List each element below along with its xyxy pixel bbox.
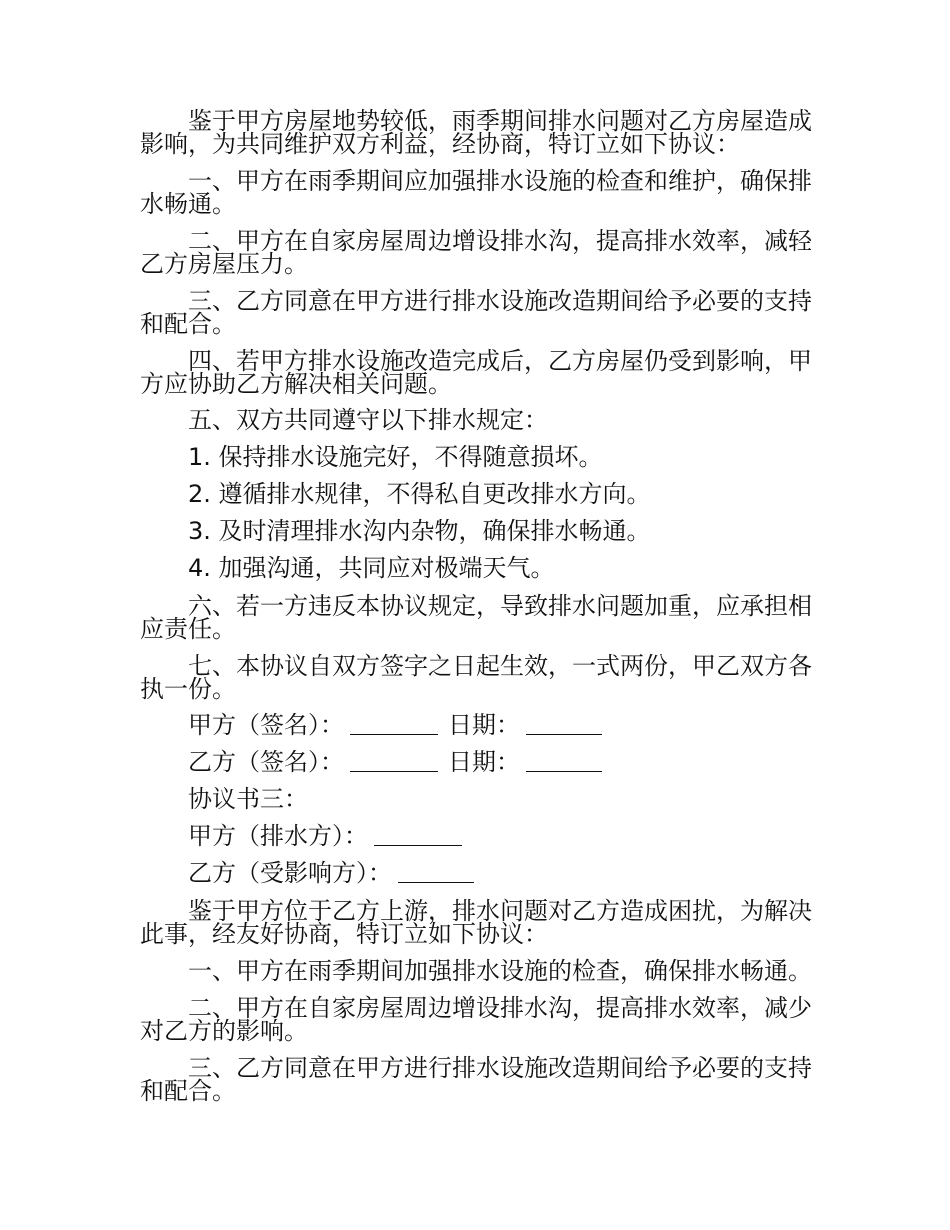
party-b-signature-blank[interactable] [350, 749, 438, 772]
section-3-intro-paragraph: 鉴于甲方位于乙方上游，排水问题对乙方造成困扰，为解决此事，经友好协商，特订立如下协议： [140, 897, 812, 948]
party-b-date-blank[interactable] [526, 749, 602, 772]
party-b-affected-label: 乙方（受影响方）： [188, 859, 392, 887]
clause-5-paragraph: 五、双方共同遵守以下排水规定： [188, 406, 548, 434]
party-a-date-label: 日期： [448, 711, 520, 739]
clause-4-paragraph: 四、若甲方排水设施改造完成后，乙方房屋仍受到影响，甲方应协助乙方解决相关问题。 [140, 347, 812, 398]
party-b-affected-blank[interactable] [398, 860, 474, 883]
party-b-signature-label: 乙方（签名）： [188, 748, 344, 776]
party-b-date-label: 日期： [448, 748, 520, 776]
rule-1-item: 1. 保持排水设施完好，不得随意损坏。 [188, 443, 603, 471]
party-a-date-blank[interactable] [526, 712, 602, 735]
rule-3-item: 3. 及时清理排水沟内杂物，确保排水畅通。 [188, 517, 651, 545]
document-page [140, 102, 812, 1109]
party-a-drainage-label: 甲方（排水方）： [188, 822, 368, 850]
clause-2-paragraph: 二、甲方在自家房屋周边增设排水沟，提高排水效率，减轻乙方房屋压力。 [140, 227, 812, 278]
agreement-intro-paragraph: 鉴于甲方房屋地势较低，雨季期间排水问题对乙方房屋造成影响，为共同维护双方利益，经协商，特订立如下协议： [140, 107, 812, 158]
rule-4-item: 4. 加强沟通，共同应对极端天气。 [188, 554, 555, 582]
section-3-title: 协议书三： [188, 785, 308, 813]
section-3-clause-2-paragraph: 二、甲方在自家房屋周边增设排水沟，提高排水效率，减少对乙方的影响。 [140, 994, 812, 1045]
party-a-drainage-blank[interactable] [374, 823, 462, 846]
party-b-signature-line [140, 744, 812, 781]
party-a-drainage-line [140, 818, 812, 855]
party-a-signature-blank[interactable] [350, 712, 438, 735]
party-a-signature-label: 甲方（签名）： [188, 711, 344, 739]
clause-3-paragraph: 三、乙方同意在甲方进行排水设施改造期间给予必要的支持和配合。 [140, 287, 812, 338]
clause-7-paragraph: 七、本协议自双方签字之日起生效，一式两份，甲乙双方各执一份。 [140, 652, 812, 703]
section-3-clause-3-paragraph: 三、乙方同意在甲方进行排水设施改造期间给予必要的支持和配合。 [140, 1054, 812, 1105]
section-3-clause-1-paragraph: 一、甲方在雨季期间加强排水设施的检查，确保排水畅通。 [188, 957, 812, 985]
party-a-signature-line [140, 707, 812, 744]
party-b-affected-line [140, 855, 812, 892]
clause-6-paragraph: 六、若一方违反本协议规定，导致排水问题加重，应承担相应责任。 [140, 592, 812, 643]
clause-1-paragraph: 一、甲方在雨季期间应加强排水设施的检查和维护，确保排水畅通。 [140, 167, 812, 218]
rule-2-item: 2. 遵循排水规律，不得私自更改排水方向。 [188, 480, 651, 508]
